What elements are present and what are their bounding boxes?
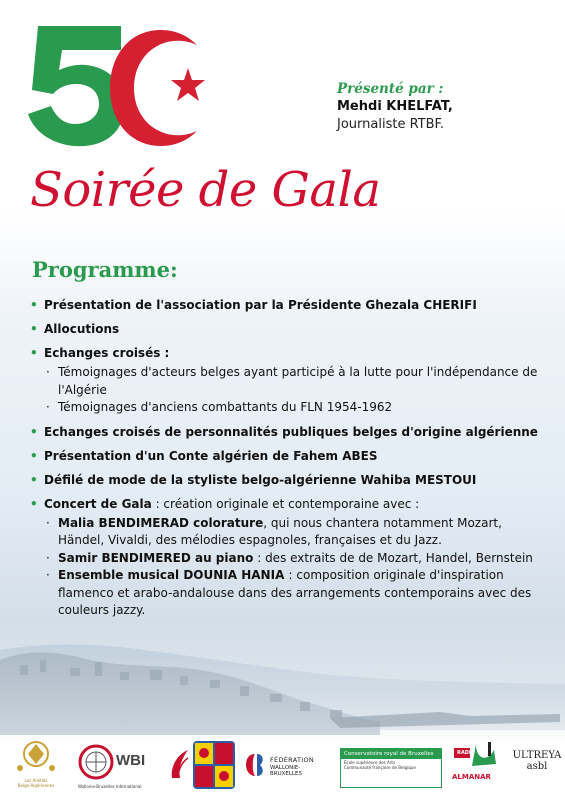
list-item xyxy=(30,424,540,441)
sub-list-item xyxy=(44,399,540,417)
bullet-icon: • xyxy=(30,448,38,463)
conservatoire-logo xyxy=(340,748,442,788)
bullet-icon: • xyxy=(30,346,38,360)
sub-list-item xyxy=(44,364,540,399)
bullet-icon: • xyxy=(30,472,38,487)
list-item xyxy=(30,297,540,314)
dot-icon: · xyxy=(46,515,50,530)
item-heading: Défilé de mode de la styliste belgo-algérienne Wahiba MESTOUI xyxy=(44,472,477,487)
sub-list-item xyxy=(44,567,540,620)
coat-of-arms-icon xyxy=(192,740,236,790)
list-item xyxy=(30,496,540,620)
dot-icon: · xyxy=(46,550,50,565)
conservatoire-line3: Communauté française de Belgique xyxy=(344,765,416,770)
amities-line2: Belgo-Algériennes xyxy=(17,783,55,788)
item-rest: : création originale et contemporaine avec : xyxy=(151,496,420,511)
sub-list xyxy=(44,364,540,417)
sub-item-text: Témoignages d'acteurs belges ayant participé à la lutte pour l'indépendance de l'Algérie xyxy=(58,365,538,397)
list-item xyxy=(30,448,540,465)
radio-label: RADIO xyxy=(457,750,475,756)
conservatoire-line1: Conservatoire royal de Bruxelles xyxy=(341,749,441,759)
item-heading: Echanges croisés : xyxy=(44,346,170,360)
presenter-role: Journaliste RTBF. xyxy=(337,117,445,132)
radio-mark-icon xyxy=(452,740,506,772)
conservatoire-line2: École supérieure des Arts xyxy=(344,760,396,765)
sub-item-text: : des extraits de de Mozart, Handel, Bernstein xyxy=(253,550,533,565)
bullet-icon: • xyxy=(30,424,38,439)
anniversary-50-logo xyxy=(26,24,206,149)
item-heading: Concert de Gala xyxy=(44,496,152,511)
bullet-icon: • xyxy=(30,298,38,312)
swoosh-logo-icon xyxy=(168,748,190,780)
item-heading: Echanges croisés de personnalités publiques belges d'origine algérienne xyxy=(44,424,538,439)
sub-list-item xyxy=(44,550,540,568)
ultreya-asbl: asbl xyxy=(526,761,548,772)
radio-almanar-logo xyxy=(452,740,506,792)
item-heading: Allocutions xyxy=(44,322,120,336)
wbi-logo xyxy=(78,744,162,794)
sub-item-text: , qui nous chantera notamment Mozart, Händel, Vivaldi, des mélodies espagnoles, françaises et du Jazz. xyxy=(58,515,502,547)
list-item xyxy=(30,345,540,417)
list-item xyxy=(30,472,540,489)
dot-icon: · xyxy=(46,400,50,414)
bullet-icon: • xyxy=(30,496,38,511)
programme-heading: Programme: xyxy=(32,257,178,282)
sub-list-item xyxy=(44,515,540,550)
amities-line1: Les Amitiés xyxy=(24,778,48,783)
federation-line2: WALLONIE-BRUXELLES xyxy=(270,765,302,777)
ultreya-logo xyxy=(512,750,562,786)
sub-item-text: Témoignages d'anciens combattants du FLN 1954-1962 xyxy=(58,400,393,414)
fwb-emblem-icon xyxy=(244,752,266,778)
globe-icon xyxy=(78,744,114,780)
performer-name: Malia BENDIMERAD colorature xyxy=(58,515,264,530)
ultreya-name: ULTREYA xyxy=(512,750,562,761)
presenter-block xyxy=(337,80,453,134)
sponsor-logos xyxy=(0,730,565,800)
presenter-name: Mehdi KHELFAT, xyxy=(337,99,453,114)
event-title: Soirée de Gala xyxy=(30,162,381,218)
sub-item-text: : composition originale d'inspiration flamenco et arabo-andalouse dans des arrangements contemporains avec des couleurs jazzy. xyxy=(58,568,532,617)
federation-wallonie-bruxelles-logo xyxy=(244,752,324,786)
presenter-label: Présenté par : xyxy=(337,81,444,97)
item-heading: Présentation de l'association par la Présidente Ghezala CHERIFI xyxy=(44,298,477,312)
wbi-subtitle: Wallonie-Bruxelles International xyxy=(78,784,142,789)
dot-icon: · xyxy=(46,365,50,379)
list-item xyxy=(30,321,540,338)
sub-list xyxy=(44,515,540,620)
dot-icon: · xyxy=(46,568,50,582)
wbi-name: WBI xyxy=(116,752,146,769)
programme-list xyxy=(30,297,540,627)
federation-line1: FÉDÉRATION xyxy=(270,756,315,764)
amities-emblem-icon xyxy=(10,738,62,774)
amities-belgo-algeriennes-logo xyxy=(10,738,62,794)
item-heading: Présentation d'un Conte algérien de Fahem ABES xyxy=(44,448,378,463)
bullet-icon: • xyxy=(30,322,38,336)
performer-name: Ensemble musical DOUNIA HANIA xyxy=(58,568,289,582)
performer-name: Samir BENDIMERED au piano xyxy=(58,550,254,565)
almanar-label: ALMANAR xyxy=(452,773,491,781)
